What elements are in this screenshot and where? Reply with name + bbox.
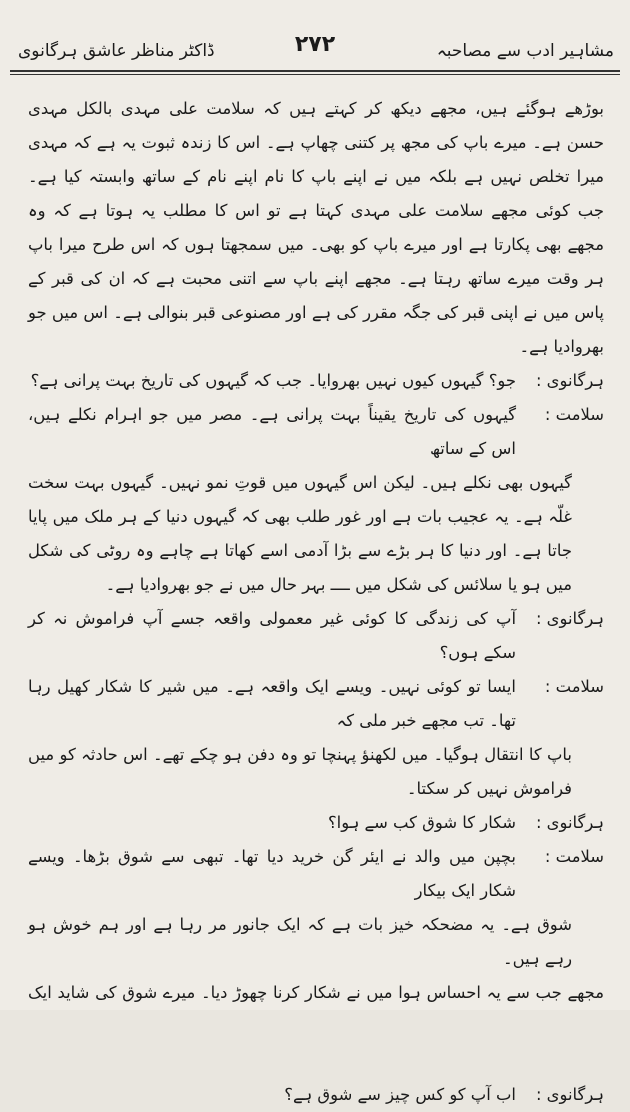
speaker-label: سلامت : [544,405,604,424]
speaker-label: سلامت : [544,847,604,866]
dialogue-question [28,1078,604,1112]
answer-text: گیہوں کی تاریخ یقیناً بہت پرانی ہے۔ مصر میں جو اہرام نکلے ہیں، اس کے ساتھ [28,405,516,458]
answer-continuation: باپ کا انتقال ہوگیا۔ میں لکھنؤ پہنچا تو وہ دفن ہو چکے تھے۔ اس حادثہ کو میں فراموش نہیں کر سکتا۔ [28,745,572,798]
dialogue-question [28,364,604,398]
page-bottom-margin [0,1010,630,1080]
question-text: جو؟ گیہوں کیوں نہیں بھروایا۔ جب کہ گیہوں کی تاریخ بہت پرانی ہے؟ [30,371,516,390]
page-content [28,92,604,1104]
page-header [10,22,620,68]
author-name: ڈاکٹر مناظر عاشق ہرگانوی [18,41,215,61]
question-text: شکار کا شوق کب سے ہوا؟ [327,813,516,832]
answer-text: بچپن میں والد نے ایئر گن خرید دیا تھا۔ تبھی سے شوق بڑھا۔ ویسے شکار ایک بیکار [28,847,516,900]
question-text: آپ کی زندگی کا کوئی غیر معمولی واقعہ جسے آپ فراموش نہ کر سکے ہوں؟ [28,609,516,662]
dialogue-answer [28,670,604,738]
speaker-label: ہرگانوی : [535,1085,604,1104]
speaker-label: ہرگانوی : [535,371,604,390]
running-title: مشاہیر ادب سے مصاحبہ [436,41,614,61]
dialogue-question [28,806,604,840]
paragraph: مجھے جب سے یہ احساس ہوا میں نے شکار کرنا چھوڑ دیا۔ میرے شوق کی شاید ایک [28,983,604,1002]
answer-continuation: شوق ہے۔ یہ مضحکہ خیز بات ہے کہ ایک جانور مر رہا ہے اور ہم خوش ہو رہے ہیں۔ [28,915,572,968]
dialogue-answer [28,840,604,908]
header-rule [10,70,620,72]
dialogue-answer [28,398,604,466]
answer-continuation: گیہوں بھی نکلے ہیں۔ لیکن اس گیہوں میں قوتِ نمو نہیں۔ گیہوں بہت سخت غلّہ ہے۔ یہ عجیب بات ہے اور غور طلب بھی کہ گیہوں دنیا کے ہر ملک میں پایا جاتا ہے۔ اور دنیا کا ہر بڑے سے بڑا آدمی اسے کھاتا ہے چاہے وہ روٹی کی شکل میں ہو یا سلائس کی شکل میں ــــ بہر حال میں نے جو بھروادیا ہے۔ [28,473,572,594]
answer-text: ایسا تو کوئی نہیں۔ ویسے ایک واقعہ ہے۔ میں شیر کا شکار کھیل رہا تھا۔ تب مجھے خبر ملی کہ [28,677,516,730]
page-number: ۲۷۲ [294,32,336,57]
question-text: اب آپ کو کس چیز سے شوق ہے؟ [284,1085,516,1104]
speaker-label: ہرگانوی : [535,609,604,628]
header-rule-thin [10,74,620,75]
speaker-label: ہرگانوی : [535,813,604,832]
paragraph: بوڑھے ہوگئے ہیں، مجھے دیکھ کر کہتے ہیں کہ سلامت علی مہدی بالکل مہدی حسن ہے۔ میرے باپ کی مجھ پر کتنی چھاپ ہے۔ اس کا زندہ ثبوت یہ ہے کہ مہدی میرا تخلص نہیں ہے بلکہ میں نے اپنے باپ کا نام اپنے نام کے ساتھ وابستہ کیا ہے۔ جب کوئی مجھے سلامت علی مہدی کہتا ہے تو اس کا مطلب یہ ہوتا ہے کہ وہ مجھے بھی پکارتا ہے اور میرے باپ کو بھی۔ میں سمجھتا ہوں کہ اس طرح میرا باپ ہر وقت میرے ساتھ رہتا ہے۔ مجھے اپنے باپ سے اتنی محبت ہے کہ ان کی قبر کے پاس میں نے اپنی قبر کی جگہ مقرر کی ہے اور مصنوعی قبر بنوالی ہے۔ اس میں جو بھروادیا ہے۔ [28,99,604,356]
speaker-label: سلامت : [544,677,604,696]
dialogue-question [28,602,604,670]
